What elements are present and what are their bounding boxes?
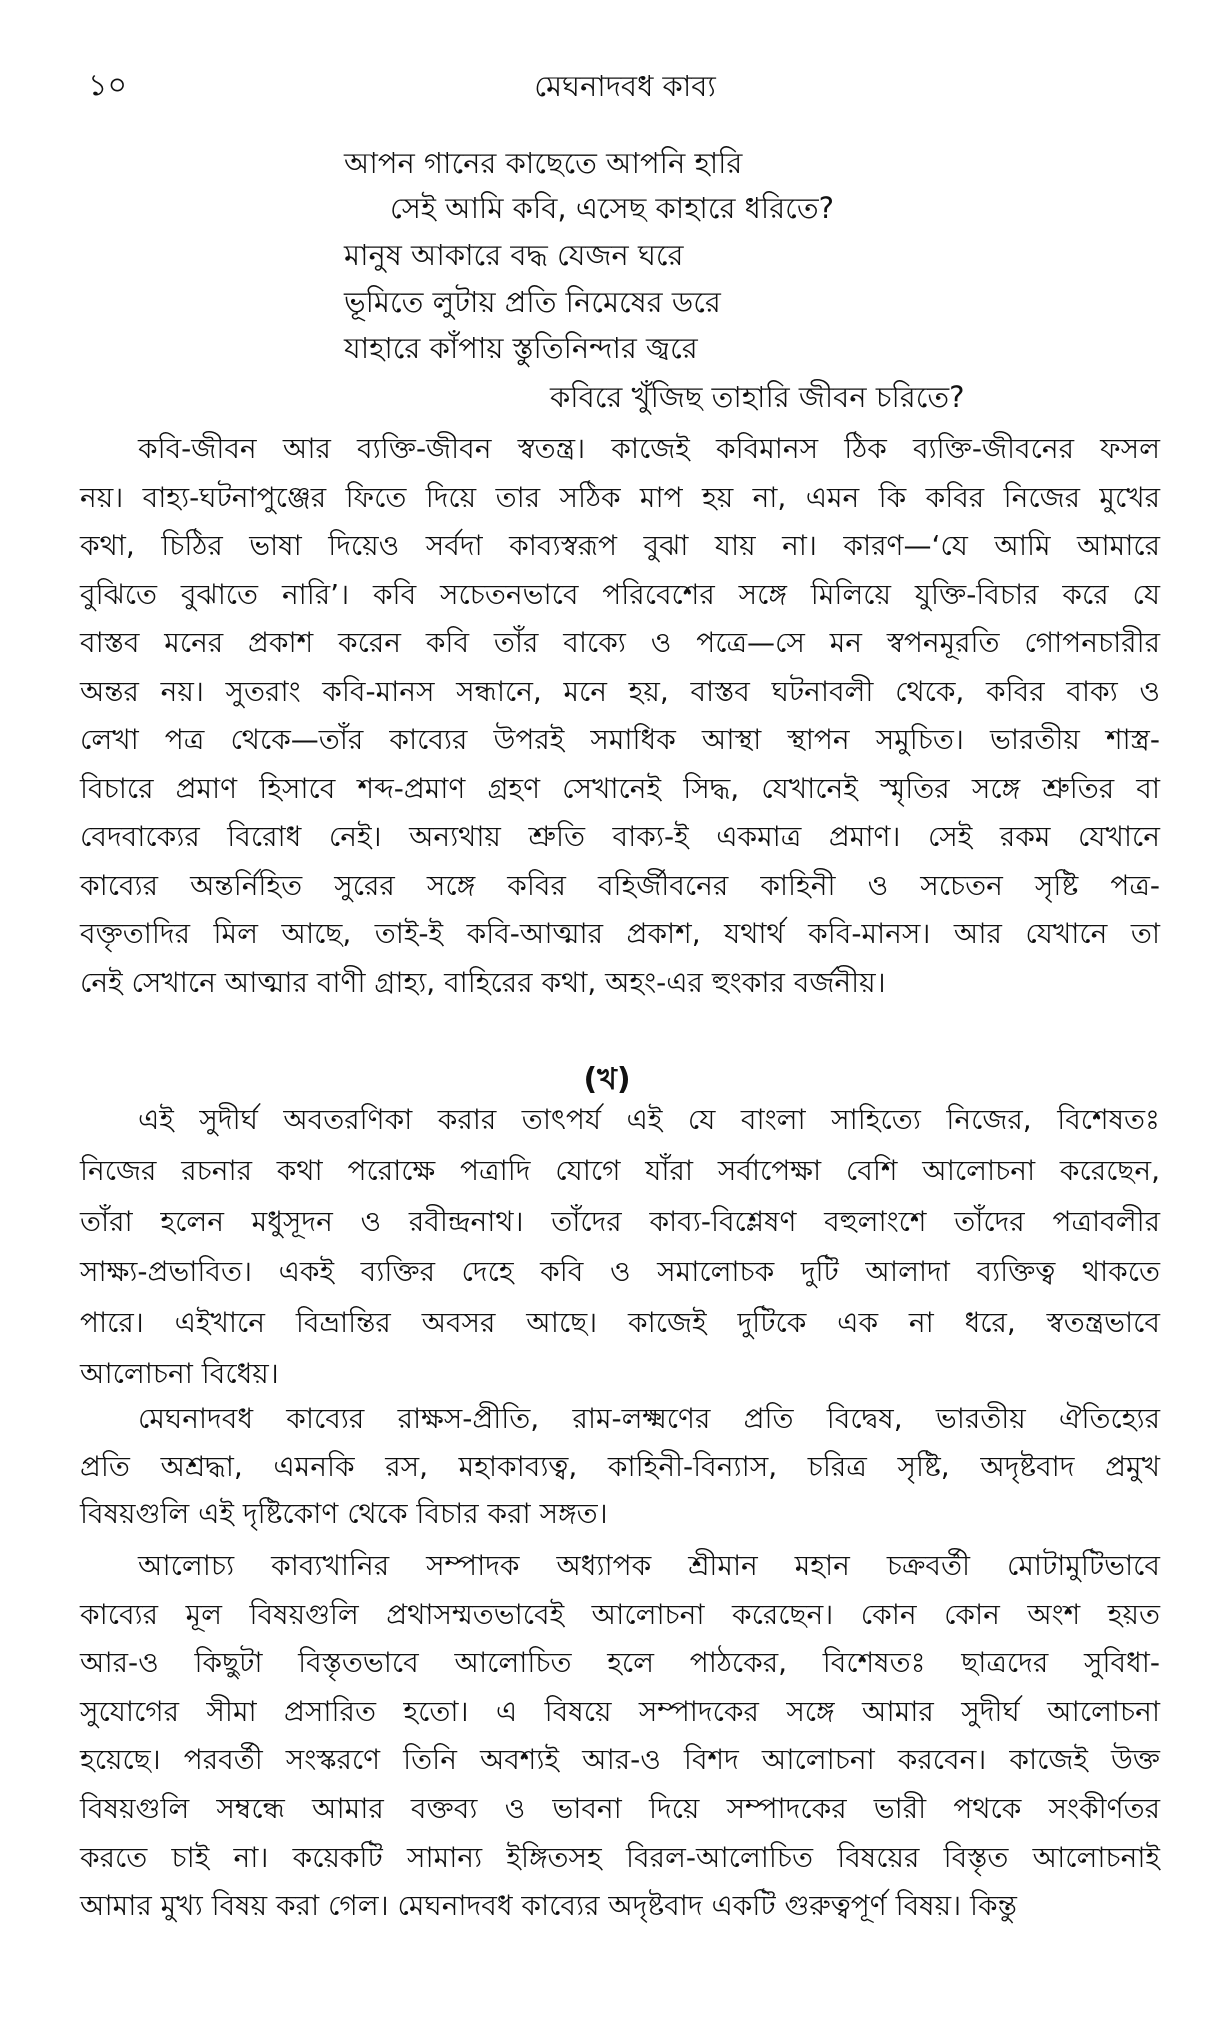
- text-line: কথা, চিঠির ভাষা দিয়েও সর্বদা কাব্যস্বরূপ বুঝা যায় না। কারণ—‘যে আমি আমারে: [80, 529, 1160, 562]
- verse-line: সেই আমি কবি, এসেছ কাহারে ধরিতে?: [390, 191, 834, 225]
- paragraph-1: [80, 425, 1160, 1007]
- text-line: এই সুদীর্ঘ অবতরণিকা করার তাৎপর্য এই যে বাংলা সাহিত্যে নিজের, বিশেষতঃ: [138, 1103, 1160, 1136]
- text-line: অন্তর নয়। সুতরাং কবি-মানস সন্ধানে, মনে হয়, বাস্তব ঘটনাবলী থেকে, কবির বাক্য ও: [80, 674, 1160, 708]
- text-line: আর-ও কিছুটা বিস্তৃতভাবে আলোচিত হলে পাঠকের, বিশেষতঃ ছাত্রদের সুবিধা-: [80, 1646, 1160, 1680]
- text-line: বেদবাক্যের বিরোধ নেই। অন্যথায় শ্রুতি বাক্য-ই একমাত্র প্রমাণ। সেই রকম যেখানে: [80, 820, 1160, 853]
- text-line: প্রতি অশ্রদ্ধা, এমনকি রস, মহাকাব্যত্ব, কাহিনী-বিন্যাস, চরিত্র সৃষ্টি, অদৃষ্টবাদ প্রমুখ: [80, 1449, 1160, 1483]
- text-line: সাক্ষ্য-প্রভাবিত। একই ব্যক্তির দেহে কবি ও সমালোচক দুটি আলাদা ব্যক্তিত্ব থাকতে: [80, 1255, 1160, 1289]
- verse-line: আপন গানের কাছেতে আপনি হারি: [344, 146, 743, 180]
- text-line: নয়। বাহ্য-ঘটনাপুঞ্জের ফিতে দিয়ে তার সঠিক মাপ হয় না, এমন কি কবির নিজের মুখের: [80, 480, 1160, 514]
- verse-line: ভূমিতে লুটায় প্রতি নিমেষের ডরে: [344, 285, 721, 319]
- text-line: কবি-জীবন আর ব্যক্তি-জীবন স্বতন্ত্র। কাজেই কবিমানস ঠিক ব্যক্তি-জীবনের ফসল: [138, 432, 1160, 465]
- text-line: মেঘনাদবধ কাব্যের রাক্ষস-প্রীতি, রাম-লক্ষ্মণের প্রতি বিদ্বেষ, ভারতীয় ঐতিহ্যের: [138, 1402, 1160, 1435]
- text-line: বক্তৃতাদির মিল আছে, তাই-ই কবি-আত্মার প্রকাশ, যথার্থ কবি-মানস। আর যেখানে তা: [80, 917, 1160, 950]
- verse-line: যাহারে কাঁপায় স্তুতিনিন্দার জ্বরে: [344, 331, 698, 365]
- text-line: আলোচনা বিধেয়।: [80, 1356, 279, 1390]
- text-line: পারে। এইখানে বিভ্রান্তির অবসর আছে। কাজেই দুটিকে এক না ধরে, স্বতন্ত্রভাবে: [80, 1306, 1160, 1340]
- paragraph-2: [80, 1095, 1160, 1400]
- page-number: ১০: [88, 68, 127, 103]
- text-line: করতে চাই না। কয়েকটি সামান্য ইঙ্গিতসহ বিরল-আলোচিত বিষয়ের বিস্তৃত আলোচনাই: [80, 1840, 1160, 1874]
- running-title: মেঘনাদবধ কাব্য: [534, 69, 716, 103]
- text-line: বিষয়গুলি এই দৃষ্টিকোণ থেকে বিচার করা সঙ্গত।: [80, 1497, 608, 1530]
- text-line: সুযোগের সীমা প্রসারিত হতো। এ বিষয়ে সম্পাদকের সঙ্গে আমার সুদীর্ঘ আলোচনা: [80, 1694, 1160, 1728]
- paragraph-4: [80, 1542, 1160, 1931]
- text-line: কাব্যের অন্তর্নিহিত সুরের সঙ্গে কবির বহির্জীবনের কাহিনী ও সচেতন সৃষ্টি পত্র-: [80, 868, 1160, 902]
- text-line: লেখা পত্র থেকে—তাঁর কাব্যের উপরই সমাধিক আস্থা স্থাপন সমুচিত। ভারতীয় শাস্ত্র-: [80, 723, 1160, 756]
- verse-line: মানুষ আকারে বদ্ধ যেজন ঘরে: [344, 238, 684, 272]
- text-line: কাব্যের মূল বিষয়গুলি প্রথাসম্মতভাবেই আলোচনা করেছেন। কোন কোন অংশ হয়ত: [80, 1597, 1160, 1631]
- text-line: নেই সেখানে আত্মার বাণী গ্রাহ্য, বাহিরের কথা, অহং-এর হুংকার বর্জনীয়।: [80, 965, 886, 999]
- text-line: নিজের রচনার কথা পরোক্ষে পত্রাদি যোগে যাঁরা সর্বাপেক্ষা বেশি আলোচনা করেছেন,: [80, 1153, 1160, 1187]
- text-line: তাঁরা হলেন মধুসূদন ও রবীন্দ্রনাথ। তাঁদের কাব্য-বিশ্লেষণ বহুলাংশে তাঁদের পত্রাবলীর: [80, 1204, 1160, 1238]
- text-line: বিচারে প্রমাণ হিসাবে শব্দ-প্রমাণ গ্রহণ সেখানেই সিদ্ধ, যেখানেই স্মৃতির সঙ্গে শ্রুতির বা: [80, 771, 1160, 805]
- text-line: বুঝিতে বুঝাতে নারি’। কবি সচেতনভাবে পরিবেশের সঙ্গে মিলিয়ে যুক্তি-বিচার করে যে: [80, 577, 1160, 611]
- text-line: হয়েছে। পরবর্তী সংস্করণে তিনি অবশ্যই আর-ও বিশদ আলোচনা করবেন। কাজেই উক্ত: [80, 1743, 1160, 1777]
- verse-line: কবিরে খুঁজিছ তাহারি জীবন চরিতে?: [550, 380, 965, 414]
- text-line: আমার মুখ্য বিষয় করা গেল। মেঘনাদবধ কাব্যের অদৃষ্টবাদ একটি গুরুত্বপূর্ণ বিষয়। কিন্তু: [80, 1889, 1017, 1923]
- text-line: বাস্তব মনের প্রকাশ করেন কবি তাঁর বাক্যে ও পত্রে—সে মন স্বপনমূরতি গোপনচারীর: [80, 626, 1160, 659]
- paragraph-3: [80, 1395, 1160, 1538]
- text-line: বিষয়গুলি সম্বন্ধে আমার বক্তব্য ও ভাবনা দিয়ে সম্পাদকের ভারী পথকে সংকীর্ণতর: [80, 1791, 1160, 1825]
- section-heading: (খ): [583, 1062, 631, 1097]
- text-line: আলোচ্য কাব্যখানির সম্পাদক অধ্যাপক শ্রীমান মহান চক্রবর্তী মোটামুটিভাবে: [138, 1549, 1160, 1582]
